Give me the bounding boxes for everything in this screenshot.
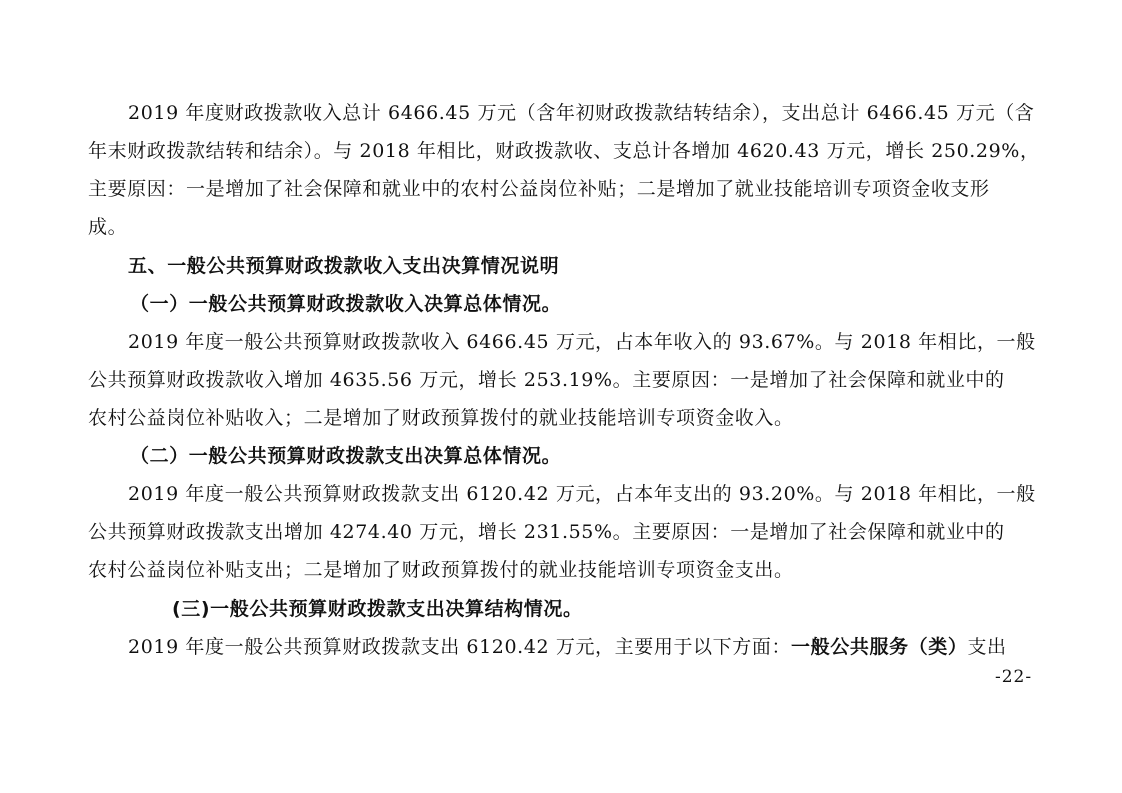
intro-paragraph-line-3: 主要原因：一是增加了社会保障和就业中的农村公益岗位补贴；二是增加了就业技能培训专项资金收支形 (88, 178, 990, 200)
subsection-two-line-1: 2019 年度一般公共预算财政拨款支出 6120.42 万元，占本年支出的 93.20%。与 2018 年相比，一般 (128, 483, 1036, 505)
page-number: -22- (995, 667, 1033, 687)
section-five-heading: 五、一般公共预算财政拨款收入支出决算情况说明 (128, 255, 560, 277)
subsection-one-line-1: 2019 年度一般公共预算财政拨款收入 6466.45 万元，占本年收入的 93.67%。与 2018 年相比，一般 (128, 331, 1036, 353)
subsection-two-heading: （二）一般公共预算财政拨款支出决算总体情况。 (130, 445, 562, 467)
intro-paragraph-line-1: 2019 年度财政拨款收入总计 6466.45 万元（含年初财政拨款结转结余），支出总计 6466.45 万元（含 (128, 102, 1035, 124)
subsection-two-line-3: 农村公益岗位补贴支出；二是增加了财政预算拨付的就业技能培训专项资金支出。 (88, 559, 794, 581)
subsection-one-heading: （一）一般公共预算财政拨款收入决算总体情况。 (130, 293, 562, 315)
intro-paragraph-line-4: 成。 (88, 216, 128, 238)
subsection-one-line-3: 农村公益岗位补贴收入；二是增加了财政预算拨付的就业技能培训专项资金收入。 (88, 407, 794, 429)
subsection-three-line-start: 2019 年度一般公共预算财政拨款支出 6120.42 万元，主要用于以下方面： (128, 636, 792, 658)
subsection-one-line-2: 公共预算财政拨款收入增加 4635.56 万元，增长 253.19%。主要原因：一是增加了社会保障和就业中的 (88, 369, 1005, 391)
intro-paragraph-line-2: 年末财政拨款结转和结余）。与 2018 年相比，财政拨款收、支总计各增加 4620.43 万元，增长 250.29%， (88, 140, 1040, 162)
subsection-three-line-1 (128, 632, 1078, 662)
subsection-two-line-2: 公共预算财政拨款支出增加 4274.40 万元，增长 231.55%。主要原因：一是增加了社会保障和就业中的 (88, 521, 1005, 543)
subsection-three-bold-term: 一般公共服务（类） (791, 636, 968, 658)
subsection-three-heading: (三)一般公共预算财政拨款支出决算结构情况。 (172, 598, 583, 620)
subsection-three-line-end: 支出 (967, 636, 1007, 658)
